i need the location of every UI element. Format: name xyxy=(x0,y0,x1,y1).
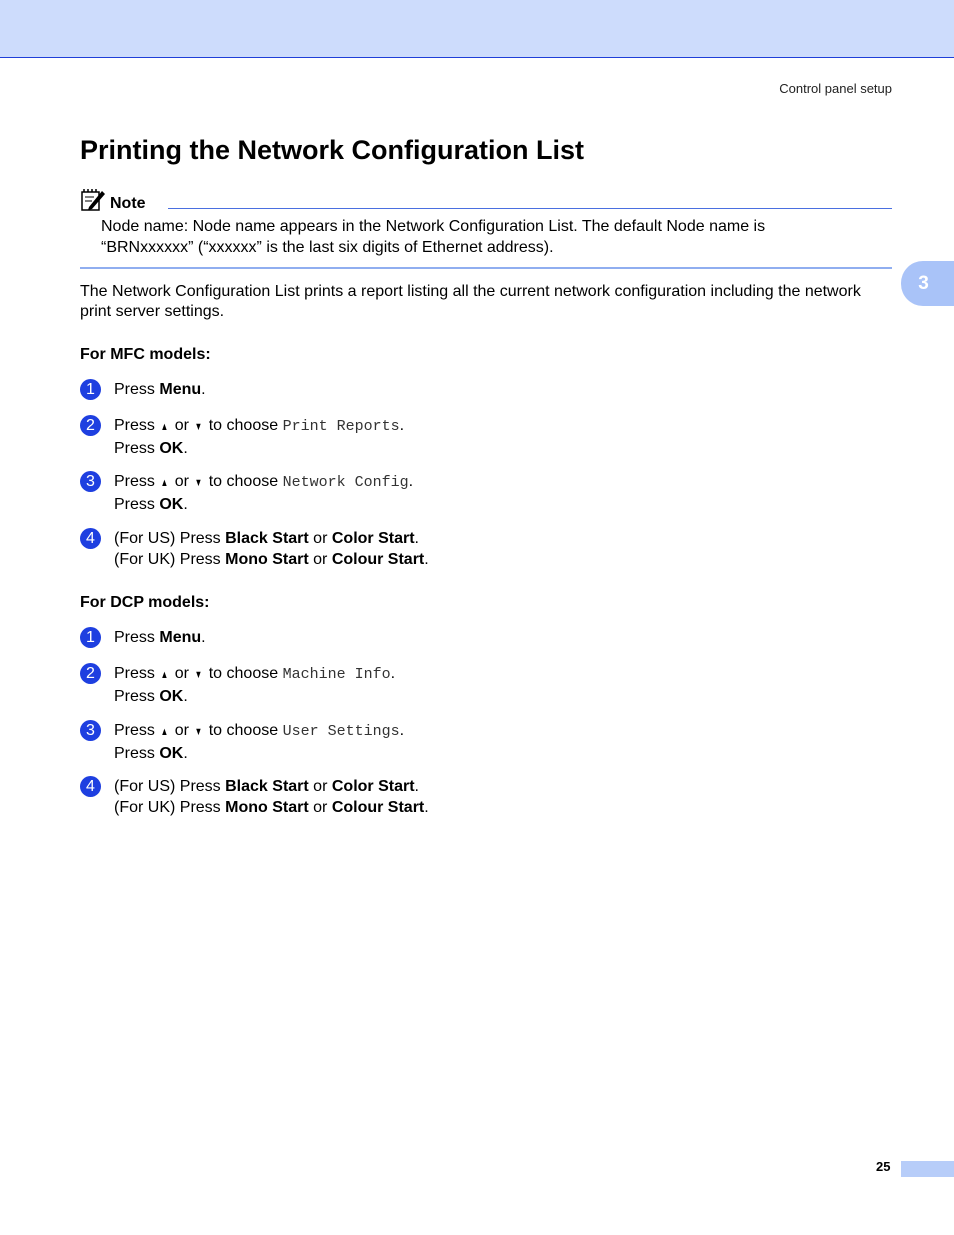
menu-option: User Settings xyxy=(282,723,400,740)
dcp-heading: For DCP models: xyxy=(80,594,210,611)
key-menu: Menu xyxy=(159,629,202,646)
down-arrow-icon: ▼ xyxy=(195,477,203,489)
note-label: Note xyxy=(110,195,146,212)
up-arrow-icon: ▲ xyxy=(160,477,169,489)
mfc-step-4: 4 (For US) Press Black Start or Color Start. (For UK) Press Mono Start or Colour Start. xyxy=(80,528,880,570)
down-arrow-icon: ▼ xyxy=(195,726,203,738)
dcp-step-1: 1 Press Menu. xyxy=(80,627,880,648)
mfc-heading: For MFC models: xyxy=(80,346,211,363)
step-number-badge: 1 xyxy=(80,627,101,648)
menu-option: Network Config xyxy=(282,474,409,491)
step-number-badge: 4 xyxy=(80,528,101,549)
step-number-badge: 1 xyxy=(80,379,101,400)
step-number-badge: 2 xyxy=(80,663,101,684)
page-title: Printing the Network Configuration List xyxy=(80,135,584,165)
step-number-badge: 4 xyxy=(80,776,101,797)
mfc-step-1: 1 Press Menu. xyxy=(80,379,880,400)
dcp-step-3: 3 Press ▲ or ▼ to choose User Settings. Press OK. xyxy=(80,720,880,764)
down-arrow-icon: ▼ xyxy=(195,669,203,681)
up-arrow-icon: ▲ xyxy=(160,726,169,738)
key-ok: OK xyxy=(159,496,184,513)
dcp-step-4: 4 (For US) Press Black Start or Color Start. (For UK) Press Mono Start or Colour Start. xyxy=(80,776,880,818)
chapter-tab[interactable]: 3 xyxy=(901,261,954,306)
key-ok: OK xyxy=(159,688,184,705)
menu-option: Machine Info xyxy=(282,666,391,683)
key-ok: OK xyxy=(159,440,184,457)
up-arrow-icon: ▲ xyxy=(160,421,169,433)
up-arrow-icon: ▲ xyxy=(160,669,169,681)
page-number: 25 xyxy=(876,1159,891,1174)
step-number-badge: 3 xyxy=(80,471,101,492)
note-pencil-icon xyxy=(80,188,106,217)
dcp-step-2: 2 Press ▲ or ▼ to choose Machine Info. Press OK. xyxy=(80,663,880,707)
down-arrow-icon: ▼ xyxy=(195,421,203,433)
note-rule xyxy=(168,208,892,209)
menu-option: Print Reports xyxy=(282,418,400,435)
intro-paragraph: The Network Configuration List prints a report listing all the current network configuration including the network print server settings. xyxy=(80,283,861,320)
key-menu: Menu xyxy=(159,381,202,398)
note-bottom-rule xyxy=(80,267,892,269)
key-ok: OK xyxy=(159,745,184,762)
page-number-bar xyxy=(901,1161,954,1177)
mfc-step-3: 3 Press ▲ or ▼ to choose Network Config. Press OK. xyxy=(80,471,880,515)
note-box xyxy=(80,188,892,269)
note-text: Node name: Node name appears in the Network Configuration List. The default Node name is “BRNxxxxxx” (“xxxxxx” is the last six digits of Ethernet address). xyxy=(101,218,766,256)
mfc-step-2: 2 Press ▲ or ▼ to choose Print Reports. Press OK. xyxy=(80,415,880,459)
header-band xyxy=(0,0,954,58)
running-head: Control panel setup xyxy=(779,81,892,96)
step-number-badge: 3 xyxy=(80,720,101,741)
step-number-badge: 2 xyxy=(80,415,101,436)
